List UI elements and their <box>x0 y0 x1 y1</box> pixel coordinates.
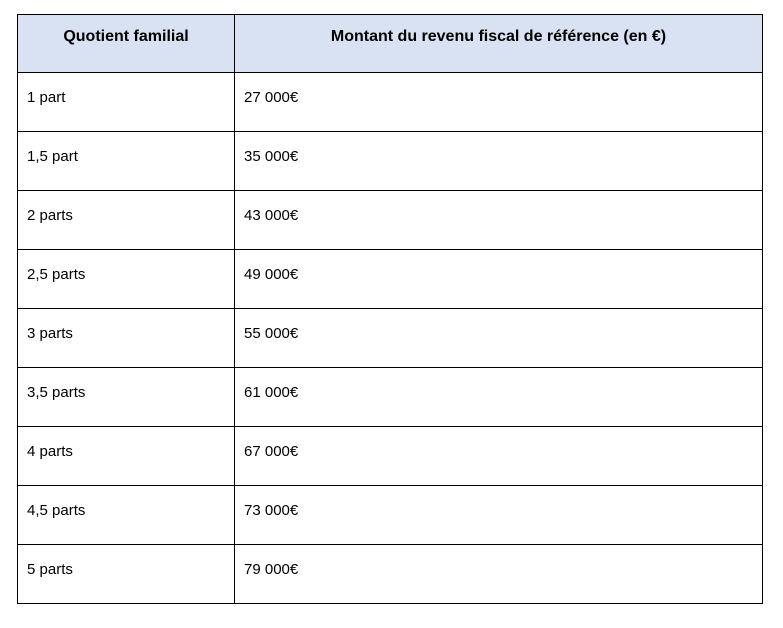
cell-montant: 49 000€ <box>235 250 763 309</box>
cell-montant: 55 000€ <box>235 309 763 368</box>
cell-montant: 43 000€ <box>235 191 763 250</box>
table-row <box>18 309 763 368</box>
table-row <box>18 486 763 545</box>
cell-montant: 79 000€ <box>235 545 763 604</box>
cell-quotient: 1 part <box>18 73 235 132</box>
cell-quotient: 2,5 parts <box>18 250 235 309</box>
income-threshold-table <box>17 14 763 604</box>
header-quotient-familial: Quotient familial <box>18 15 235 73</box>
table-row <box>18 73 763 132</box>
cell-montant: 35 000€ <box>235 132 763 191</box>
cell-montant: 67 000€ <box>235 427 763 486</box>
table-row <box>18 132 763 191</box>
table-row <box>18 427 763 486</box>
cell-quotient: 1,5 part <box>18 132 235 191</box>
table-row <box>18 250 763 309</box>
cell-montant: 61 000€ <box>235 368 763 427</box>
cell-quotient: 3 parts <box>18 309 235 368</box>
table-row <box>18 191 763 250</box>
table-row <box>18 368 763 427</box>
header-montant-revenu: Montant du revenu fiscal de référence (en €) <box>235 15 763 73</box>
cell-montant: 27 000€ <box>235 73 763 132</box>
cell-quotient: 3,5 parts <box>18 368 235 427</box>
table-row <box>18 545 763 604</box>
cell-quotient: 2 parts <box>18 191 235 250</box>
income-table-container <box>17 14 762 604</box>
cell-quotient: 4,5 parts <box>18 486 235 545</box>
cell-montant: 73 000€ <box>235 486 763 545</box>
cell-quotient: 5 parts <box>18 545 235 604</box>
table-header-row <box>18 15 763 73</box>
cell-quotient: 4 parts <box>18 427 235 486</box>
